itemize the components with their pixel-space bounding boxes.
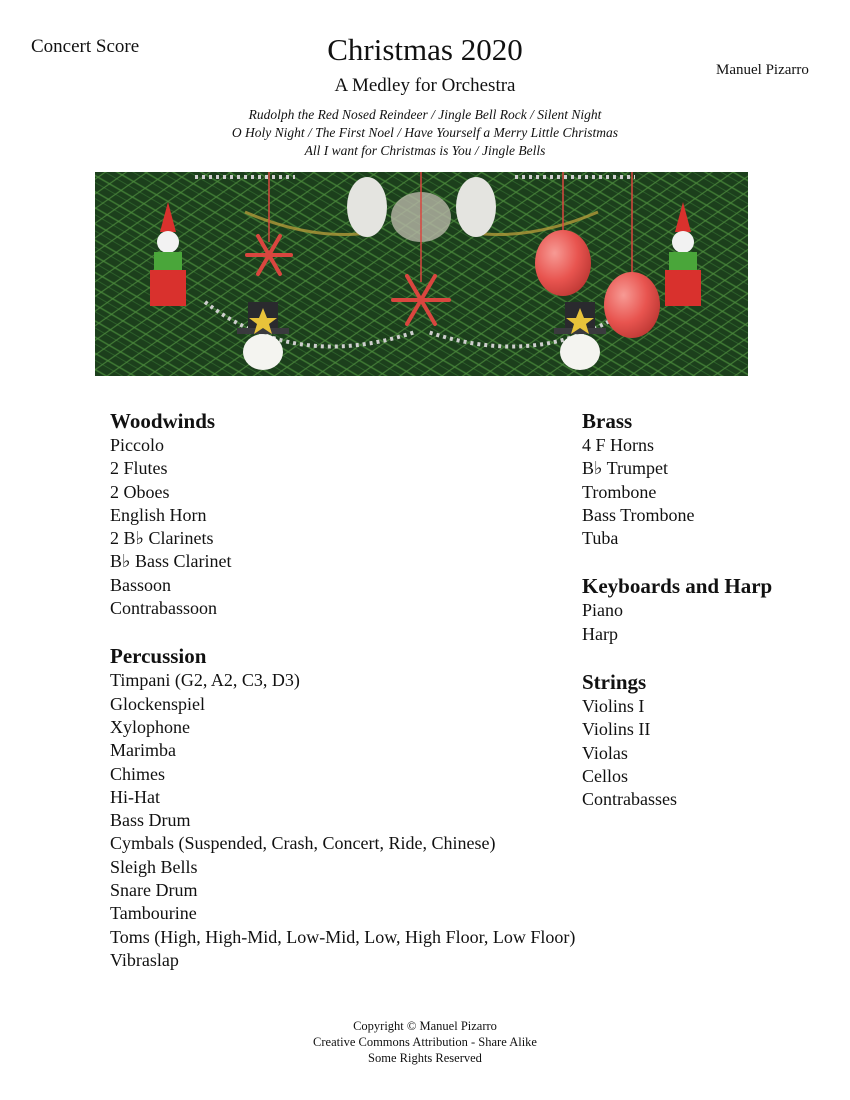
instrument: Contrabassoon xyxy=(110,598,217,619)
instrument: Glockenspiel xyxy=(110,693,205,714)
instrument: Marimba xyxy=(110,740,176,761)
song-list xyxy=(0,106,850,160)
instrument: Snare Drum xyxy=(110,880,198,901)
instrument: 4 F Horns xyxy=(582,435,655,455)
song-line: O Holy Night / The First Noel / Have Yourself a Merry Little Christmas xyxy=(231,125,619,140)
instrument: Violins I xyxy=(582,696,645,717)
instrument: Sleigh Bells xyxy=(110,856,198,877)
instrument: Hi-Hat xyxy=(110,786,160,807)
section-title: Keyboards and Harp xyxy=(582,574,773,599)
copyright-footer xyxy=(0,1018,850,1066)
song-line: All I want for Christmas is You / Jingle Bells xyxy=(304,143,546,158)
instrument: Vibraslap xyxy=(110,949,179,970)
instrument: Trombone xyxy=(582,481,657,502)
instrument: Tambourine xyxy=(110,903,197,924)
song-line: Rudolph the Red Nosed Reindeer / Jingle Bell Rock / Silent Night xyxy=(248,107,602,122)
copyright-line: Copyright © Manuel Pizarro xyxy=(353,1019,497,1033)
instrument: 2 B♭ Clarinets xyxy=(110,528,214,549)
instrument: Cellos xyxy=(582,765,629,786)
section-title: Woodwinds xyxy=(110,409,216,433)
license-line: Creative Commons Attribution - Share Alike xyxy=(313,1035,537,1049)
instrument: Contrabasses xyxy=(582,789,677,810)
instrument: Xylophone xyxy=(110,716,190,737)
section-brass xyxy=(582,408,772,550)
instrumentation-left-column xyxy=(110,408,575,972)
instrument: Toms (High, High-Mid, Low-Mid, Low, High Floor, Low Floor) xyxy=(110,926,576,947)
instrument: Bass Drum xyxy=(110,810,191,831)
instrument: Tuba xyxy=(582,528,619,549)
page-subtitle: A Medley for Orchestra xyxy=(334,75,516,96)
rights-line: Some Rights Reserved xyxy=(368,1051,482,1065)
section-strings xyxy=(582,669,772,811)
section-title: Strings xyxy=(582,670,647,695)
section-title: Percussion xyxy=(110,644,207,669)
instrument: B♭ Bass Clarinet xyxy=(110,551,232,572)
instrument: Timpani (G2, A2, C3, D3) xyxy=(110,670,300,691)
instrument: Piano xyxy=(582,600,624,621)
instrument: Bassoon xyxy=(110,574,172,595)
composer-name: Manuel Pizarro xyxy=(716,62,809,78)
instrument: B♭ Trumpet xyxy=(582,458,669,479)
instrument: Chimes xyxy=(110,763,166,784)
score-type-label: Concert Score xyxy=(31,36,140,57)
instrument: Harp xyxy=(582,623,618,644)
page-title: Christmas 2020 xyxy=(327,32,523,67)
instrument: 2 Oboes xyxy=(110,481,170,502)
instrument: Violas xyxy=(582,742,628,763)
instrument: Bass Trombone xyxy=(582,504,695,525)
instrument: English Horn xyxy=(110,504,207,525)
instrument: 2 Flutes xyxy=(110,458,168,479)
instrument: Violins II xyxy=(582,719,651,740)
section-woodwinds xyxy=(110,408,575,620)
instrument: Cymbals (Suspended, Crash, Concert, Ride, Chinese) xyxy=(110,833,496,854)
instrumentation-right-column xyxy=(582,408,772,812)
christmas-banner-image xyxy=(95,172,748,376)
section-percussion xyxy=(110,643,575,972)
instrument: Piccolo xyxy=(110,435,164,455)
section-title: Brass xyxy=(582,409,633,433)
section-keyboards-and-harp xyxy=(582,573,772,646)
